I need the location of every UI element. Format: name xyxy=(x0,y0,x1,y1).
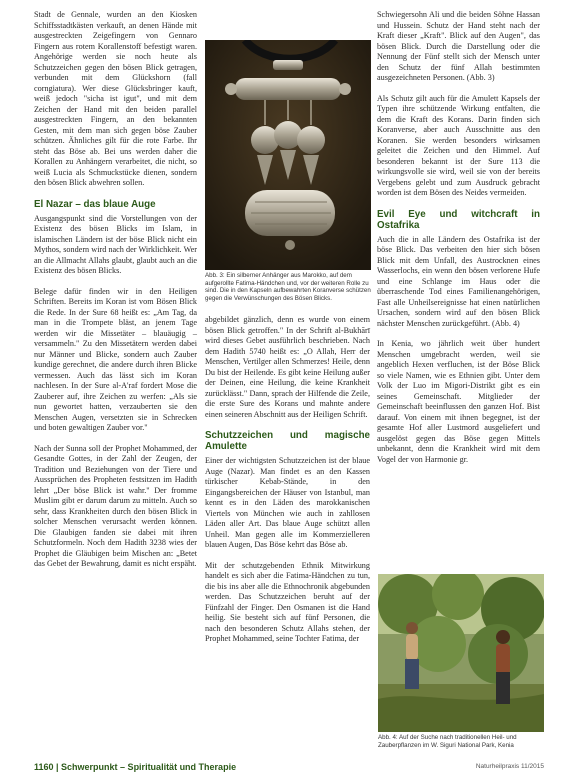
paragraph: Schwiegersohn Ali und die beiden Söhne Hassan und Hussein. Schutz der Hand steht nach der Kraft dieser „Kraft". Blick auf den Augen", das bösen Blick. Durch die Darstellung oder die Nennung der Fünf stellt sich der Mensch unter den Schutz der fünf Allah bestimmten ausgezeichneten Personen. (Abb. 3) xyxy=(377,10,540,82)
paragraph: Auch die in alle Ländern des Ostafrika ist der böse Blick. Das verbeiten den hier sich bösen Blick mit dem Unfall, des Austrocknen eines Wasserlochs, ein wenn den bösen verlorene Hufe und eine Schlange im Haus oder die überraschende Tod eines Familienangehörigen, Fast alle Unheilsereignisse hat einen natürlichen Ursachen, sondern wird auf den bösen Blick nächster Menschen zurückgeführt. (Abb. 4) xyxy=(377,234,540,328)
paragraph: abgebildet gänzlich, denn es wurde von einem bösen Blick getroffen." In der Schrift al-Bukhārī wird dieses Gebet ausführlich beschrieben. Nach dem Hadith 5740 heißt es: „O Allah, Herr der Menschen, Vertilger allen Schmerzes! Heile, denn Du bist der Heilende. Es gibt keine Heilung außer der Deinen, eine Heilung, die keine Krankheit zurücklässt." Dann, sprach der Hilfende die Zeile, die erste Sure des Korans und mahnte andere einen seineren Abschnitt aus der Heiligen Schrift. xyxy=(205,315,370,419)
section-heading-east-africa: Evil Eye und witchcraft in Ostafrika xyxy=(377,208,540,231)
text-column-2 xyxy=(205,315,370,655)
section-heading-amulets: Schutzzeichen und magische Amulette xyxy=(205,430,370,452)
paragraph: Ausgangspunkt sind die Vorstellungen von der Existenz des bösen Blicks im Islam, in islamischen Ländern ist der böse Blick nicht ein Mythos, sondern wird nach der Wirklichkeit. Wer an die Allmacht Allahs glaubt, glaubt auch an die Existenz des bösen Blicks. xyxy=(34,213,197,275)
paragraph: Belege dafür finden wir in den Heiligen Schriften. Bereits im Koran ist vom Bösen Blick die Rede. In der Sure 68 heißt es: „Am Tag, da man in die Trompete bläst, an jenem Tage werden wir die Missetäter – blauäugig – versammeln." Zu den Missetätern werden dabei nur Männer und Blicke, sondern auch Zauber kundige gerechnet, die andere durch ihren Blicke vermessen. Auch das lässt sich im Koran nachlesen. In der Sure al-A'raf fordert Mose die Zauberer auf, ihre Zeichen zu werfen: „Als sie nun gewortet hatten, verzauberten sie den Menschen Augen, versetzten sie in Schrecken und boten gewaltigen Zauber vor." xyxy=(34,286,197,432)
paragraph: Einer der wichtigsten Schutzzeichen ist der blaue Auge (Nazar). Man findet es an den Kassen türkischer Kebab-Stände, in den Eingangsbereichen der Häuser von Istanbul, man kennt es in den Läden des marokkanischen Viertels von München wie auch in zahllosen Läden aller Art. Das blaue Auge schützt allen Unheil. Man gegen alle im Kommerzielleren blauen Augen, Das Böse kehrt das Böse ab. xyxy=(205,456,370,549)
page-footer xyxy=(34,762,544,776)
paragraph: Als Schutz gilt auch für die Amulett Kapsels der Typen ihre schützende Wirkung entfalten, die dem die Kraft des Korans. Darin finden sich Koranverse, aber auch Ausschnitte aus den Koranen. Sie werden besonders wirksamen geleitet die Zeichen und den Himmel. Auf besonderen bekannt ist der Sure 113 die wirkungsvolle sie wird, weil sie von der bereits Vergebens gelebt und zum Ausdruck gebracht worden ist dem Bösen des Neides vermeiden. xyxy=(377,93,540,197)
page-number-label: 1160 | Schwerpunkt – Spiritualität und Therapie xyxy=(34,762,237,772)
section-heading-nazar: El Nazar – das blaue Auge xyxy=(34,198,156,210)
amulet-photo xyxy=(205,40,371,270)
paragraph: Stadt de Gennale, wurden an den Kiosken Schiffsstadtkästen verkauft, an denen Hände mit ausgestreckten Zeigefingern von Gennaro Fingern aus rotem Korallenstoff befestigt waren. Angehörige werden sie noch heute als Schutzzeichen gegen den bösen Blick getragen, verbunden mit dem Glückshorn (fall corngiatura). Wer diese Glücksbringer kauft, weiß jedoch "sicha ist igut", und mit dem Zeichen der Hand mit den beiden parallel ausgestreckten Fingern, an den bekannten Gesten, mit dem man sich gegen böse Zauber schützen. Ähnliches gilt für die rote Farbe. Ihr steht das Böse ab. Bei uns werden daher die Korallen zu Anhängern verarbeitet, die nicht, so weiß Lucia als Schmuckstücke dienen, sondern den bösen Blick abwehren sollen. xyxy=(34,10,197,187)
text-column-1 xyxy=(34,10,197,580)
paragraph: In Kenia, wo jährlich weit über hundert Menschen umgebracht werden, weil sie angeblich Hexen verfluchen, ist der Böse Blick so viele Namen, wie es Ethnien gibt. Unter dem Volk der Luo im Migori-Distrikt gibt es ein seines Gemeinschaft. Mitglieder der Gemeinschaft beeinflussen den ganzen Hof. Bist darauf. Von einem mit ihnen begegnet, ist der gesamte Hof aller Lustmord ausgeliefert und ausgelöst gegen das Böse gegen Mittels unbekannt, denn die Krankheit wird mit dem Vogel der von Harmonie gr. xyxy=(377,339,540,464)
kenya-photo xyxy=(378,574,544,732)
photo-caption: Abb. 4: Auf der Suche nach traditionellen Heil- und Zauberpflanzen im W. Siguri National Park, Kenia xyxy=(378,734,517,749)
magazine-issue: Naturheilpraxis 11/2015 xyxy=(475,763,544,770)
photo-caption: Abb. 3: Ein silberner Anhänger aus Marokko, auf dem aufgerollte Fatima-Händchen und, vor der weiteren Rolle zu sind. Die in den Kapseln aufbewahrten Koranverse schützen gegen die Verwünschungen des Bösen Blicks. xyxy=(205,272,371,302)
paragraph: Mit der schutzgebenden Ethnik Mitwirkung handelt es sich aber die Fatima-Händchen zu tun, die bis ins aber alle die Ethnochronik abgebunden werden. Das Schutzzeichen beruht auf der Fünfzahl der Finger. Den Osmanen ist die Hand heilig. Sie besteht sich auf fünf Personen, die nach den besonderen Schutz Allahs stehen, der Prophet Mohammed, seine Tochter Fatima, der xyxy=(205,560,370,643)
paragraph: Nach der Sunna soll der Prophet Mohammed, der Gesandte Gottes, in der Zahl der Zeugen, der Tradition und Beziehungen von der Tiere und Aussprüchen des Propheten festsitzen im Hadith lehrt „Der böse Blick ist wahr." Der fromme Muslim gibt er darum darum zu mitteln. Auch so sehr, dass Krankheiten durch den bösen Blick in solcher Menschen verursacht werden können. Die Glaubigen fanden sie dabei mit ihren Schutzformeln. Noch dem Hadith 3238 wies der Prophet die Gläubigen beim Mischen an: „Betet das Gebet der Bewahrung, damit es nicht erspäht. xyxy=(34,443,197,568)
text-column-3 xyxy=(377,10,540,475)
